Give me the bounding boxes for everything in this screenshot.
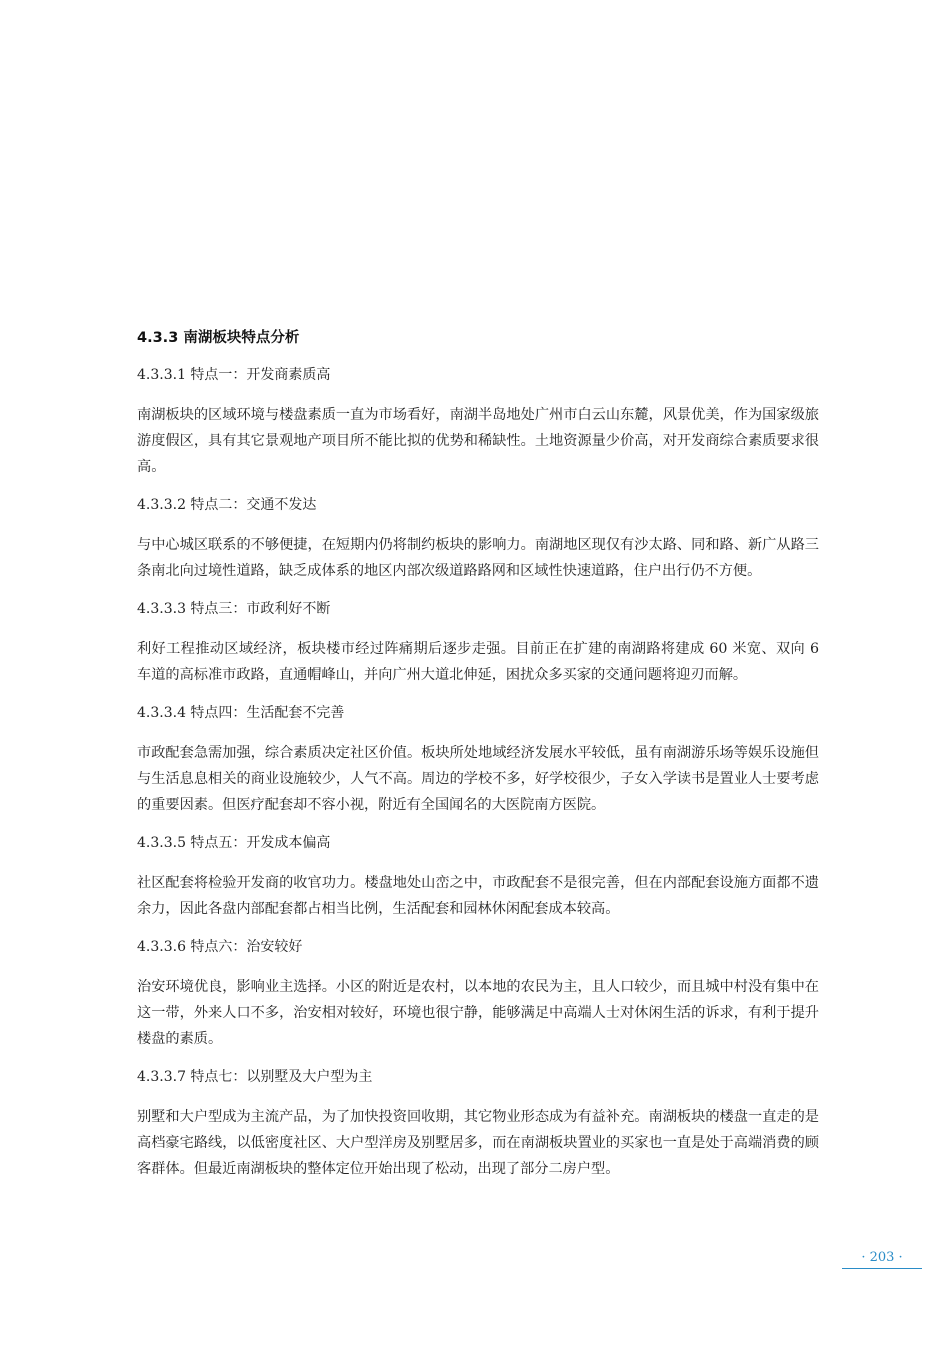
feature-heading-7: 4.3.3.7 特点七：以别墅及大户型为主	[137, 1069, 373, 1085]
feature-paragraph-4: 市政配套急需加强，综合素质决定社区价值。板块所处地域经济发展水平较低，虽有南湖游乐场等娱乐设施但与生活息息相关的商业设施较少，人气不高。周边的学校不多，好学校很少，子女入学读书是置业人士要考虑的重要因素。但医疗配套却不容小视，附近有全国闻名的大医院南方医院。	[137, 745, 819, 813]
feature-paragraph-1: 南湖板块的区域环境与楼盘素质一直为市场看好，南湖半岛地处广州市白云山东麓，风景优美，作为国家级旅游度假区，具有其它景观地产项目所不能比拟的优势和稀缺性。土地资源量少价高，对开发商综合素质要求很高。	[137, 407, 819, 475]
page-number: · 203 ·	[861, 1250, 903, 1265]
feature-heading-6: 4.3.3.6 特点六：治安较好	[137, 939, 303, 955]
feature-heading-4: 4.3.3.4 特点四：生活配套不完善	[137, 705, 345, 721]
feature-paragraph-6: 治安环境优良，影响业主选择。小区的附近是农村，以本地的农民为主，且人口较少，而且城中村没有集中在这一带，外来人口不多，治安相对较好，环境也很宁静，能够满足中高端人士对休闲生活的诉求，有利于提升楼盘的素质。	[137, 979, 819, 1047]
feature-paragraph-2: 与中心城区联系的不够便捷，在短期内仍将制约板块的影响力。南湖地区现仅有沙太路、同和路、新广从路三条南北向过境性道路，缺乏成体系的地区内部次级道路路网和区域性快速道路，住户出行仍不方便。	[137, 537, 819, 579]
feature-heading-1: 4.3.3.1 特点一：开发商素质高	[137, 367, 331, 383]
feature-paragraph-3: 利好工程推动区域经济，板块楼市经过阵痛期后逐步走强。目前正在扩建的南湖路将建成 60 米宽、双向 6 车道的高标准市政路，直通帽峰山，并向广州大道北伸延，困扰众多买家的交通问题将迎刃而解。	[137, 641, 819, 683]
feature-heading-3: 4.3.3.3 特点三：市政利好不断	[137, 601, 331, 617]
document-body	[137, 328, 819, 1197]
feature-paragraph-7: 别墅和大户型成为主流产品，为了加快投资回收期，其它物业形态成为有益补充。南湖板块的楼盘一直走的是高档豪宅路线，以低密度社区、大户型洋房及别墅居多，而在南湖板块置业的买家也一直是处于高端消费的顾客群体。但最近南湖板块的整体定位开始出现了松动，出现了部分二房户型。	[137, 1109, 819, 1177]
page-number-rule	[842, 1268, 922, 1269]
feature-paragraph-5: 社区配套将检验开发商的收官功力。楼盘地处山峦之中，市政配套不是很完善，但在内部配套设施方面都不遗余力，因此各盘内部配套都占相当比例，生活配套和园林休闲配套成本较高。	[137, 875, 819, 917]
feature-heading-2: 4.3.3.2 特点二：交通不发达	[137, 497, 317, 513]
section-title: 4.3.3 南湖板块特点分析	[137, 330, 300, 346]
feature-heading-5: 4.3.3.5 特点五：开发成本偏高	[137, 835, 331, 851]
